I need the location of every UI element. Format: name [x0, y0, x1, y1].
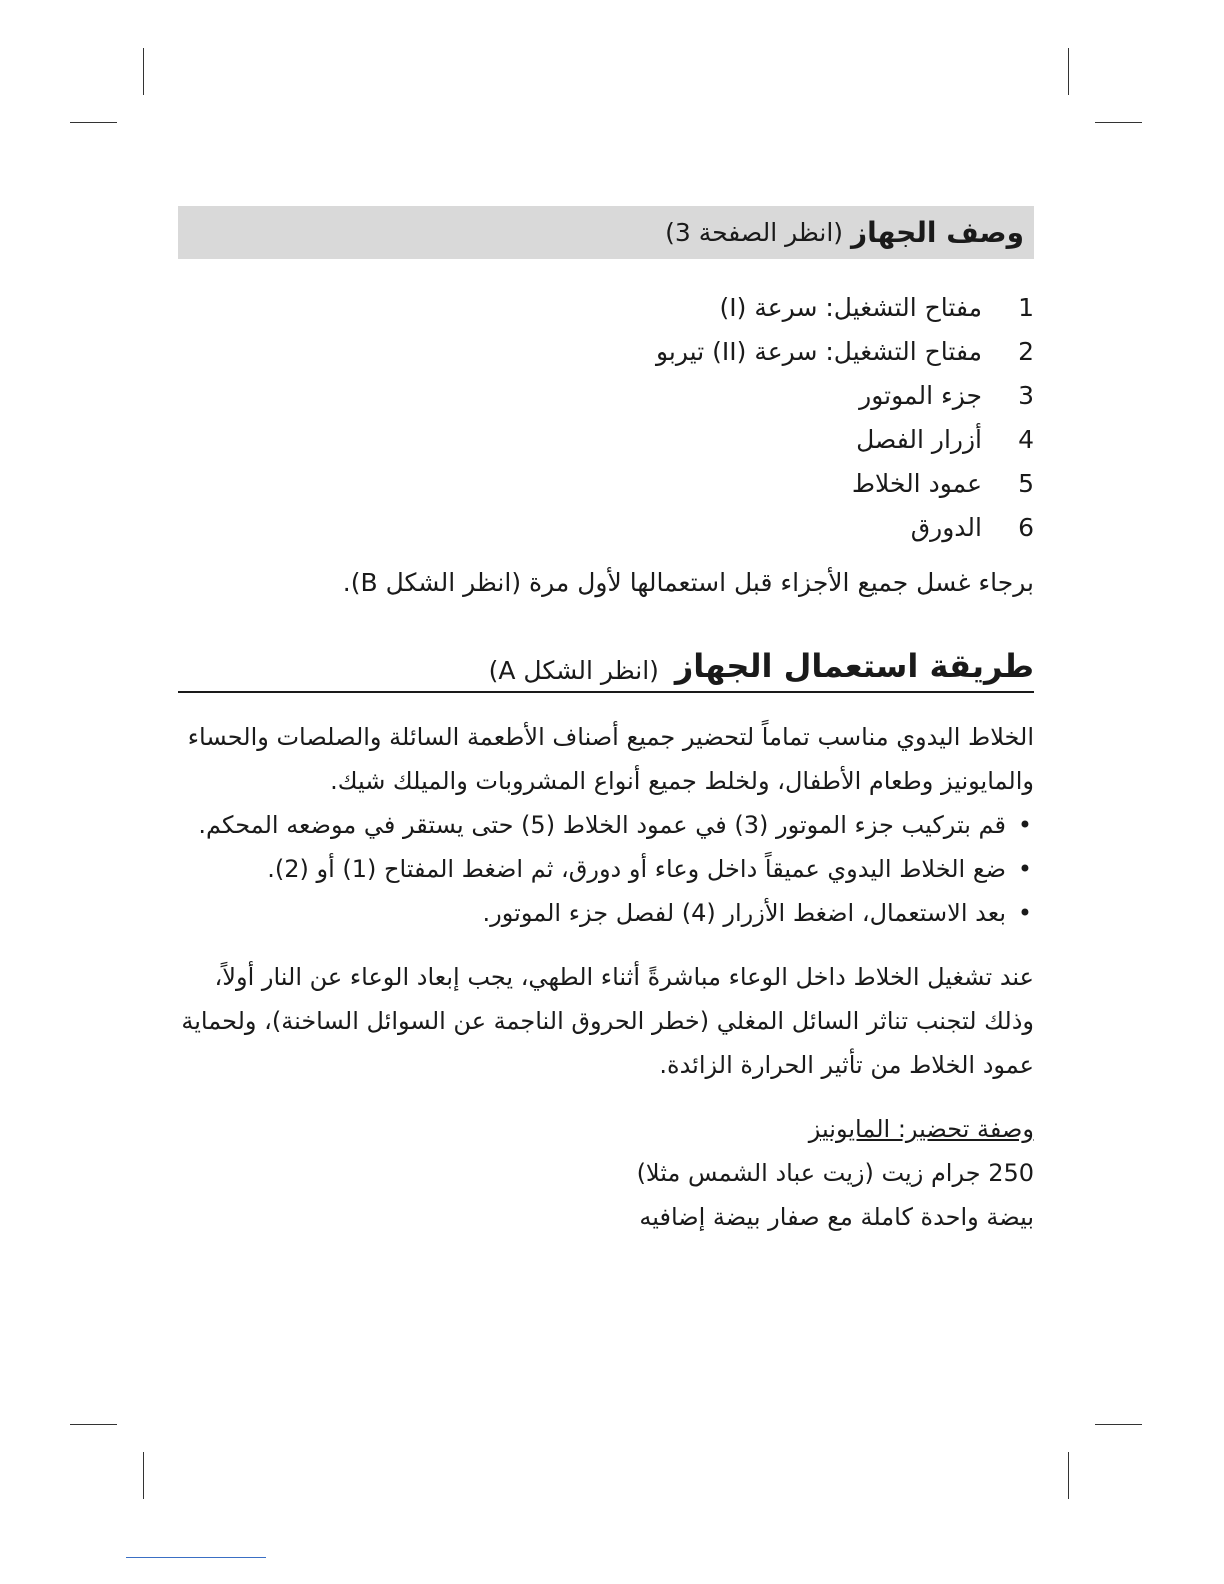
usage-title: طريقة استعمال الجهاز: [674, 647, 1034, 685]
crop-mark: [1095, 122, 1142, 123]
crop-mark: [70, 1424, 117, 1425]
crop-mark: [143, 48, 144, 95]
part-item: [178, 329, 1034, 373]
part-number: 5: [1018, 468, 1034, 498]
usage-step-text: بعد الاستعمال، اضغط الأزرار (4) لفصل جزء الموتور.: [482, 899, 1006, 927]
usage-step: [178, 803, 1034, 847]
part-number: 3: [1018, 380, 1034, 410]
footer-rule: [126, 1557, 266, 1558]
crop-mark: [1068, 1452, 1069, 1499]
manual-page: [178, 206, 1034, 1239]
part-item: [178, 461, 1034, 505]
part-item: [178, 505, 1034, 549]
part-label: عمود الخلاط: [851, 468, 982, 498]
part-item: [178, 373, 1034, 417]
bullet-icon: •: [1017, 899, 1032, 927]
usage-step: [178, 847, 1034, 891]
device-description-banner: [178, 206, 1034, 259]
part-label: الدورق: [910, 512, 982, 542]
bullet-icon: •: [1017, 811, 1032, 839]
parts-list: [178, 285, 1034, 549]
part-item: [178, 285, 1034, 329]
part-number: 1: [1018, 292, 1034, 322]
crop-mark: [143, 1452, 144, 1499]
recipe-title: وصفة تحضير: المايونيز: [808, 1115, 1034, 1143]
part-number: 4: [1018, 424, 1034, 454]
washing-note: برجاء غسل جميع الأجزاء قبل استعمالها لأول مرة (انظر الشكل B).: [342, 568, 1034, 597]
banner-page-ref: (انظر الصفحة 3): [665, 218, 844, 247]
part-label: مفتاح التشغيل: سرعة (II) تيربو: [656, 336, 982, 366]
usage-step-text: ضع الخلاط اليدوي عميقاً داخل وعاء أو دورق، ثم اضغط المفتاح (1) أو (2).: [267, 855, 1006, 883]
part-label: جزء الموتور: [859, 380, 982, 410]
bullet-icon: •: [1017, 855, 1032, 883]
usage-step: [178, 891, 1034, 935]
usage-intro: الخلاط اليدوي مناسب تماماً لتحضير جميع أصناف الأطعمة السائلة والصلصات والحساء والمايونيز وطعام الأطفال، ولخلط جميع أنواع المشروبات والميلك شيك.: [187, 723, 1034, 795]
banner-title: وصف الجهاز: [851, 216, 1024, 249]
hot-liquid-warning: عند تشغيل الخلاط داخل الوعاء مباشرةً أثناء الطهي، يجب إبعاد الوعاء عن النار أولاً، وذلك لتجنب تناثر السائل المغلي (خطر الحروق الناجمة عن السوائل الساخنة)، ولحماية عمود الخلاط من تأثير الحرارة الزائدة.: [181, 963, 1034, 1079]
part-number: 2: [1018, 336, 1034, 366]
part-item: [178, 417, 1034, 461]
usage-step-text: قم بتركيب جزء الموتور (3) في عمود الخلاط (5) حتى يستقر في موضعه المحكم.: [198, 811, 1006, 839]
usage-steps: [178, 803, 1034, 935]
part-label: أزرار الفصل: [856, 424, 982, 454]
crop-mark: [1068, 48, 1069, 95]
part-label: مفتاح التشغيل: سرعة (I): [719, 292, 982, 322]
recipe-ingredient: 250 جرام زيت (زيت عباد الشمس مثلا): [636, 1159, 1034, 1187]
crop-mark: [70, 122, 117, 123]
recipe-ingredient: بيضة واحدة كاملة مع صفار بيضة إضافيه: [639, 1203, 1034, 1231]
usage-figure-ref: (انظر الشكل A): [488, 656, 659, 685]
part-number: 6: [1018, 512, 1034, 542]
usage-section-title: [178, 639, 1034, 693]
crop-mark: [1095, 1424, 1142, 1425]
